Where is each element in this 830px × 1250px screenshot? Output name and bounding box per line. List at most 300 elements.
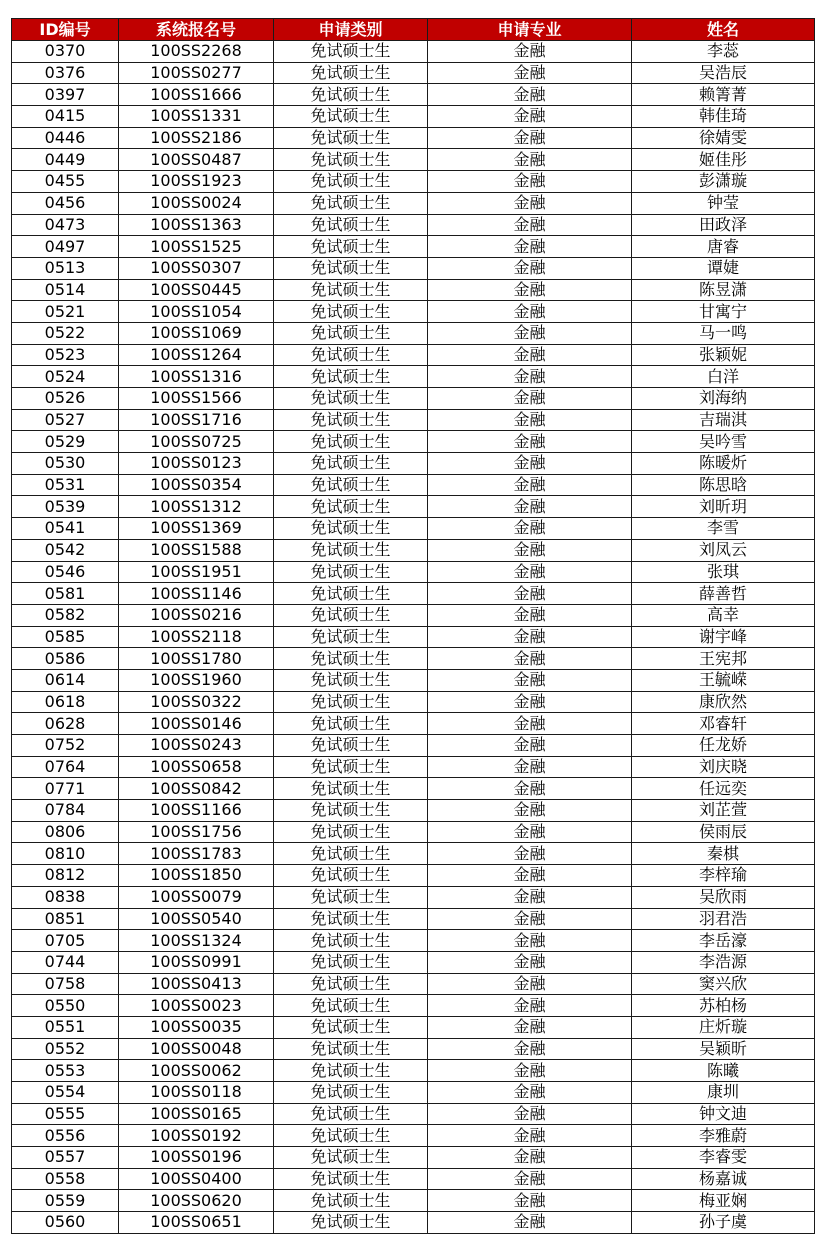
cell-application-type: 免试硕士生	[274, 84, 428, 106]
cell-major: 金融	[428, 648, 632, 670]
cell-application-type: 免试硕士生	[274, 1103, 428, 1125]
cell-major: 金融	[428, 149, 632, 171]
cell-major: 金融	[428, 388, 632, 410]
cell-major: 金融	[428, 713, 632, 735]
cell-id: 0415	[12, 106, 119, 128]
cell-name: 王毓嵘	[632, 669, 815, 691]
cell-id: 0456	[12, 192, 119, 214]
cell-application-type: 免试硕士生	[274, 995, 428, 1017]
cell-application-type: 免试硕士生	[274, 1016, 428, 1038]
cell-major: 金融	[428, 995, 632, 1017]
cell-id: 0614	[12, 669, 119, 691]
cell-name: 刘庆晓	[632, 756, 815, 778]
cell-registration-number: 100SS2186	[119, 127, 274, 149]
cell-name: 李雅蔚	[632, 1125, 815, 1147]
cell-major: 金融	[428, 192, 632, 214]
cell-application-type: 免试硕士生	[274, 908, 428, 930]
cell-registration-number: 100SS1331	[119, 106, 274, 128]
cell-major: 金融	[428, 973, 632, 995]
cell-registration-number: 100SS0445	[119, 279, 274, 301]
cell-major: 金融	[428, 431, 632, 453]
table-row	[12, 539, 815, 561]
cell-application-type: 免试硕士生	[274, 778, 428, 800]
cell-registration-number: 100SS0123	[119, 453, 274, 475]
table-row	[12, 366, 815, 388]
cell-id: 0744	[12, 951, 119, 973]
admission-table	[11, 18, 815, 1234]
cell-major: 金融	[428, 821, 632, 843]
cell-application-type: 免试硕士生	[274, 1125, 428, 1147]
cell-id: 0523	[12, 344, 119, 366]
cell-application-type: 免试硕士生	[274, 539, 428, 561]
cell-major: 金融	[428, 604, 632, 626]
cell-major: 金融	[428, 366, 632, 388]
cell-registration-number: 100SS0035	[119, 1016, 274, 1038]
cell-registration-number: 100SS0216	[119, 604, 274, 626]
cell-application-type: 免试硕士生	[274, 735, 428, 757]
cell-id: 0446	[12, 127, 119, 149]
table-row	[12, 106, 815, 128]
cell-registration-number: 100SS1716	[119, 409, 274, 431]
cell-application-type: 免试硕士生	[274, 1190, 428, 1212]
cell-name: 姬佳彤	[632, 149, 815, 171]
cell-name: 苏柏杨	[632, 995, 815, 1017]
cell-major: 金融	[428, 908, 632, 930]
table-row	[12, 821, 815, 843]
table-row	[12, 62, 815, 84]
cell-registration-number: 100SS1780	[119, 648, 274, 670]
table-row	[12, 561, 815, 583]
cell-id: 0752	[12, 735, 119, 757]
cell-application-type: 免试硕士生	[274, 171, 428, 193]
cell-name: 李雪	[632, 518, 815, 540]
cell-major: 金融	[428, 1168, 632, 1190]
table-row	[12, 322, 815, 344]
cell-name: 吴颖昕	[632, 1038, 815, 1060]
cell-name: 韩佳琦	[632, 106, 815, 128]
cell-name: 白洋	[632, 366, 815, 388]
cell-id: 0784	[12, 800, 119, 822]
cell-id: 0524	[12, 366, 119, 388]
cell-id: 0806	[12, 821, 119, 843]
cell-major: 金融	[428, 1125, 632, 1147]
cell-registration-number: 100SS1588	[119, 539, 274, 561]
cell-registration-number: 100SS1951	[119, 561, 274, 583]
cell-major: 金融	[428, 865, 632, 887]
cell-id: 0555	[12, 1103, 119, 1125]
cell-name: 钟文迪	[632, 1103, 815, 1125]
cell-name: 唐睿	[632, 236, 815, 258]
cell-id: 0628	[12, 713, 119, 735]
table-row	[12, 648, 815, 670]
cell-registration-number: 100SS1312	[119, 496, 274, 518]
cell-id: 0527	[12, 409, 119, 431]
cell-name: 吴吟雪	[632, 431, 815, 453]
cell-id: 0542	[12, 539, 119, 561]
cell-name: 陈暖炘	[632, 453, 815, 475]
cell-id: 0449	[12, 149, 119, 171]
cell-application-type: 免试硕士生	[274, 1212, 428, 1234]
cell-registration-number: 100SS0146	[119, 713, 274, 735]
cell-application-type: 免试硕士生	[274, 561, 428, 583]
cell-name: 彭潇璇	[632, 171, 815, 193]
cell-id: 0531	[12, 474, 119, 496]
cell-id: 0764	[12, 756, 119, 778]
cell-major: 金融	[428, 84, 632, 106]
cell-application-type: 免试硕士生	[274, 1082, 428, 1104]
cell-registration-number: 100SS0079	[119, 886, 274, 908]
table-row	[12, 388, 815, 410]
cell-major: 金融	[428, 756, 632, 778]
table-row	[12, 127, 815, 149]
table-row	[12, 279, 815, 301]
cell-registration-number: 100SS1783	[119, 843, 274, 865]
table-row	[12, 301, 815, 323]
cell-major: 金融	[428, 1082, 632, 1104]
table-row	[12, 735, 815, 757]
cell-registration-number: 100SS0023	[119, 995, 274, 1017]
cell-application-type: 免试硕士生	[274, 886, 428, 908]
cell-application-type: 免试硕士生	[274, 973, 428, 995]
cell-major: 金融	[428, 214, 632, 236]
cell-application-type: 免试硕士生	[274, 1038, 428, 1060]
cell-major: 金融	[428, 1038, 632, 1060]
cell-application-type: 免试硕士生	[274, 626, 428, 648]
cell-registration-number: 100SS0243	[119, 735, 274, 757]
table-row	[12, 41, 815, 63]
table-row	[12, 865, 815, 887]
cell-registration-number: 100SS1316	[119, 366, 274, 388]
cell-major: 金融	[428, 474, 632, 496]
table-row	[12, 843, 815, 865]
table-row	[12, 149, 815, 171]
cell-id: 0552	[12, 1038, 119, 1060]
cell-major: 金融	[428, 453, 632, 475]
cell-application-type: 免试硕士生	[274, 453, 428, 475]
cell-name: 李蕊	[632, 41, 815, 63]
cell-major: 金融	[428, 62, 632, 84]
cell-application-type: 免试硕士生	[274, 257, 428, 279]
cell-registration-number: 100SS1166	[119, 800, 274, 822]
cell-id: 0539	[12, 496, 119, 518]
cell-name: 吉瑞淇	[632, 409, 815, 431]
cell-major: 金融	[428, 257, 632, 279]
cell-name: 李睿雯	[632, 1147, 815, 1169]
table-row	[12, 886, 815, 908]
cell-application-type: 免试硕士生	[274, 930, 428, 952]
cell-name: 薛善哲	[632, 583, 815, 605]
cell-registration-number: 100SS1069	[119, 322, 274, 344]
cell-major: 金融	[428, 301, 632, 323]
cell-registration-number: 100SS0658	[119, 756, 274, 778]
cell-major: 金融	[428, 735, 632, 757]
cell-name: 康欣然	[632, 691, 815, 713]
table-header	[12, 19, 815, 41]
cell-major: 金融	[428, 778, 632, 800]
table-row	[12, 691, 815, 713]
cell-name: 陈思晗	[632, 474, 815, 496]
cell-registration-number: 100SS1923	[119, 171, 274, 193]
cell-registration-number: 100SS1566	[119, 388, 274, 410]
cell-registration-number: 100SS0991	[119, 951, 274, 973]
cell-application-type: 免试硕士生	[274, 474, 428, 496]
table-row	[12, 1038, 815, 1060]
cell-major: 金融	[428, 344, 632, 366]
cell-major: 金融	[428, 518, 632, 540]
cell-name: 刘海纳	[632, 388, 815, 410]
cell-application-type: 免试硕士生	[274, 409, 428, 431]
table-row	[12, 669, 815, 691]
cell-id: 0497	[12, 236, 119, 258]
cell-major: 金融	[428, 496, 632, 518]
cell-application-type: 免试硕士生	[274, 388, 428, 410]
cell-application-type: 免试硕士生	[274, 583, 428, 605]
cell-major: 金融	[428, 236, 632, 258]
cell-major: 金融	[428, 539, 632, 561]
cell-application-type: 免试硕士生	[274, 1060, 428, 1082]
cell-major: 金融	[428, 843, 632, 865]
cell-name: 高幸	[632, 604, 815, 626]
table-row	[12, 409, 815, 431]
cell-application-type: 免试硕士生	[274, 236, 428, 258]
cell-application-type: 免试硕士生	[274, 127, 428, 149]
cell-major: 金融	[428, 951, 632, 973]
cell-major: 金融	[428, 1212, 632, 1234]
cell-id: 0810	[12, 843, 119, 865]
cell-name: 张琪	[632, 561, 815, 583]
cell-registration-number: 100SS1666	[119, 84, 274, 106]
cell-id: 0705	[12, 930, 119, 952]
cell-registration-number: 100SS1850	[119, 865, 274, 887]
cell-id: 0771	[12, 778, 119, 800]
table-row	[12, 973, 815, 995]
cell-major: 金融	[428, 106, 632, 128]
cell-registration-number: 100SS0118	[119, 1082, 274, 1104]
cell-application-type: 免试硕士生	[274, 843, 428, 865]
cell-name: 徐婧雯	[632, 127, 815, 149]
cell-name: 刘芷萱	[632, 800, 815, 822]
cell-major: 金融	[428, 800, 632, 822]
cell-application-type: 免试硕士生	[274, 713, 428, 735]
table-row	[12, 84, 815, 106]
table-row	[12, 214, 815, 236]
cell-registration-number: 100SS0307	[119, 257, 274, 279]
cell-major: 金融	[428, 409, 632, 431]
cell-application-type: 免试硕士生	[274, 821, 428, 843]
cell-id: 0585	[12, 626, 119, 648]
cell-major: 金融	[428, 886, 632, 908]
table-row	[12, 930, 815, 952]
cell-name: 陈曦	[632, 1060, 815, 1082]
table-row	[12, 1103, 815, 1125]
table-row	[12, 756, 815, 778]
cell-name: 甘寓宁	[632, 301, 815, 323]
table-row	[12, 778, 815, 800]
cell-major: 金融	[428, 322, 632, 344]
cell-id: 0455	[12, 171, 119, 193]
cell-application-type: 免试硕士生	[274, 322, 428, 344]
cell-registration-number: 100SS1756	[119, 821, 274, 843]
cell-application-type: 免试硕士生	[274, 62, 428, 84]
header-major: 申请专业	[428, 19, 632, 41]
cell-major: 金融	[428, 1060, 632, 1082]
cell-id: 0758	[12, 973, 119, 995]
cell-name: 吴欣雨	[632, 886, 815, 908]
header-name: 姓名	[632, 19, 815, 41]
cell-id: 0546	[12, 561, 119, 583]
cell-name: 刘凤云	[632, 539, 815, 561]
cell-registration-number: 100SS0196	[119, 1147, 274, 1169]
cell-id: 0812	[12, 865, 119, 887]
cell-id: 0586	[12, 648, 119, 670]
cell-major: 金融	[428, 171, 632, 193]
table-row	[12, 908, 815, 930]
cell-major: 金融	[428, 930, 632, 952]
cell-registration-number: 100SS2268	[119, 41, 274, 63]
cell-id: 0526	[12, 388, 119, 410]
cell-id: 0557	[12, 1147, 119, 1169]
cell-registration-number: 100SS0048	[119, 1038, 274, 1060]
cell-major: 金融	[428, 561, 632, 583]
cell-name: 康圳	[632, 1082, 815, 1104]
header-row	[12, 19, 815, 41]
table-row	[12, 1168, 815, 1190]
cell-id: 0513	[12, 257, 119, 279]
cell-registration-number: 100SS0354	[119, 474, 274, 496]
cell-registration-number: 100SS0725	[119, 431, 274, 453]
cell-id: 0550	[12, 995, 119, 1017]
cell-id: 0582	[12, 604, 119, 626]
cell-name: 张颖妮	[632, 344, 815, 366]
header-application-type: 申请类别	[274, 19, 428, 41]
cell-id: 0554	[12, 1082, 119, 1104]
table-row	[12, 1190, 815, 1212]
table-row	[12, 604, 815, 626]
cell-id: 0838	[12, 886, 119, 908]
cell-name: 羽君浩	[632, 908, 815, 930]
cell-registration-number: 100SS0540	[119, 908, 274, 930]
cell-application-type: 免试硕士生	[274, 301, 428, 323]
cell-name: 任龙娇	[632, 735, 815, 757]
cell-id: 0559	[12, 1190, 119, 1212]
cell-application-type: 免试硕士生	[274, 41, 428, 63]
cell-name: 邓睿轩	[632, 713, 815, 735]
cell-major: 金融	[428, 1147, 632, 1169]
cell-id: 0851	[12, 908, 119, 930]
cell-id: 0473	[12, 214, 119, 236]
cell-application-type: 免试硕士生	[274, 518, 428, 540]
cell-registration-number: 100SS0322	[119, 691, 274, 713]
cell-id: 0556	[12, 1125, 119, 1147]
table-row	[12, 171, 815, 193]
cell-id: 0558	[12, 1168, 119, 1190]
cell-registration-number: 100SS1960	[119, 669, 274, 691]
table-row	[12, 1212, 815, 1234]
cell-application-type: 免试硕士生	[274, 192, 428, 214]
cell-id: 0618	[12, 691, 119, 713]
cell-application-type: 免试硕士生	[274, 496, 428, 518]
cell-name: 钟莹	[632, 192, 815, 214]
cell-major: 金融	[428, 1190, 632, 1212]
cell-registration-number: 100SS0400	[119, 1168, 274, 1190]
cell-name: 孙子虞	[632, 1212, 815, 1234]
header-registration-number: 系统报名号	[119, 19, 274, 41]
table-body	[12, 41, 815, 1234]
table-row	[12, 453, 815, 475]
cell-name: 李岳濠	[632, 930, 815, 952]
cell-application-type: 免试硕士生	[274, 214, 428, 236]
cell-application-type: 免试硕士生	[274, 431, 428, 453]
table-row	[12, 713, 815, 735]
cell-registration-number: 100SS1324	[119, 930, 274, 952]
cell-name: 梅亚娴	[632, 1190, 815, 1212]
cell-major: 金融	[428, 1103, 632, 1125]
cell-application-type: 免试硕士生	[274, 756, 428, 778]
cell-major: 金融	[428, 626, 632, 648]
cell-name: 侯雨辰	[632, 821, 815, 843]
table-row	[12, 1125, 815, 1147]
cell-name: 吴浩辰	[632, 62, 815, 84]
cell-application-type: 免试硕士生	[274, 1147, 428, 1169]
cell-name: 任远奕	[632, 778, 815, 800]
cell-application-type: 免试硕士生	[274, 604, 428, 626]
cell-application-type: 免试硕士生	[274, 366, 428, 388]
cell-registration-number: 100SS0620	[119, 1190, 274, 1212]
cell-registration-number: 100SS0024	[119, 192, 274, 214]
cell-application-type: 免试硕士生	[274, 149, 428, 171]
cell-application-type: 免试硕士生	[274, 279, 428, 301]
cell-name: 谢宇峰	[632, 626, 815, 648]
cell-id: 0530	[12, 453, 119, 475]
table-row	[12, 474, 815, 496]
cell-name: 刘昕玥	[632, 496, 815, 518]
cell-major: 金融	[428, 1016, 632, 1038]
table-row	[12, 951, 815, 973]
table-row	[12, 1060, 815, 1082]
cell-registration-number: 100SS1369	[119, 518, 274, 540]
cell-major: 金融	[428, 127, 632, 149]
cell-registration-number: 100SS0192	[119, 1125, 274, 1147]
cell-registration-number: 100SS0413	[119, 973, 274, 995]
cell-id: 0376	[12, 62, 119, 84]
cell-id: 0553	[12, 1060, 119, 1082]
table-row	[12, 431, 815, 453]
table-row	[12, 344, 815, 366]
cell-name: 马一鸣	[632, 322, 815, 344]
cell-registration-number: 100SS1146	[119, 583, 274, 605]
header-id: ID编号	[12, 19, 119, 41]
cell-registration-number: 100SS1525	[119, 236, 274, 258]
cell-major: 金融	[428, 669, 632, 691]
cell-major: 金融	[428, 583, 632, 605]
cell-id: 0581	[12, 583, 119, 605]
table-row	[12, 626, 815, 648]
cell-registration-number: 100SS0062	[119, 1060, 274, 1082]
cell-application-type: 免试硕士生	[274, 106, 428, 128]
cell-name: 窦兴欣	[632, 973, 815, 995]
cell-name: 王宪邦	[632, 648, 815, 670]
cell-registration-number: 100SS0651	[119, 1212, 274, 1234]
table-row	[12, 1147, 815, 1169]
table-row	[12, 518, 815, 540]
cell-registration-number: 100SS0487	[119, 149, 274, 171]
cell-application-type: 免试硕士生	[274, 951, 428, 973]
cell-application-type: 免试硕士生	[274, 800, 428, 822]
cell-application-type: 免试硕士生	[274, 691, 428, 713]
cell-name: 庄炘璇	[632, 1016, 815, 1038]
cell-major: 金融	[428, 279, 632, 301]
cell-major: 金融	[428, 41, 632, 63]
